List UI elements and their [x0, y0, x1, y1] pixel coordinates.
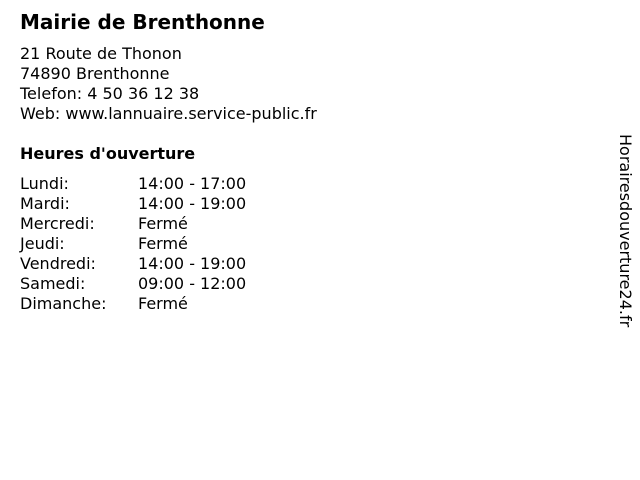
hours-day: Mardi: — [20, 194, 70, 213]
hours-row — [20, 294, 246, 314]
hours-day: Jeudi: — [20, 234, 65, 253]
hours-row — [20, 214, 246, 234]
hours-time: 14:00 - 19:00 — [138, 194, 247, 213]
hours-day: Mercredi: — [20, 214, 95, 233]
hours-time: 09:00 - 12:00 — [138, 274, 247, 293]
hours-time: 14:00 - 17:00 — [138, 174, 247, 193]
side-brand-text: Horairesdouverture24.fr — [616, 134, 635, 328]
address-street: 21 Route de Thonon — [20, 44, 182, 63]
hours-heading: Heures d'ouverture — [20, 144, 196, 163]
hours-time: Fermé — [138, 234, 188, 253]
address-city: 74890 Brenthonne — [20, 64, 170, 83]
hours-time: Fermé — [138, 214, 188, 233]
page-title: Mairie de Brenthonne — [20, 10, 265, 34]
side-brand — [612, 134, 636, 344]
hours-row — [20, 254, 246, 274]
hours-time: 14:00 - 19:00 — [138, 254, 247, 273]
hours-row — [20, 234, 246, 254]
hours-row — [20, 274, 246, 294]
hours-day: Vendredi: — [20, 254, 96, 273]
hours-time: Fermé — [138, 294, 188, 313]
address-web: Web: www.lannuaire.service-public.fr — [20, 104, 317, 123]
address-phone: Telefon: 4 50 36 12 38 — [20, 84, 200, 103]
address-block — [20, 44, 317, 124]
hours-day: Lundi: — [20, 174, 69, 193]
hours-day: Samedi: — [20, 274, 86, 293]
hours-day: Dimanche: — [20, 294, 107, 313]
hours-table — [20, 174, 246, 314]
hours-row — [20, 174, 246, 194]
hours-row — [20, 194, 246, 214]
